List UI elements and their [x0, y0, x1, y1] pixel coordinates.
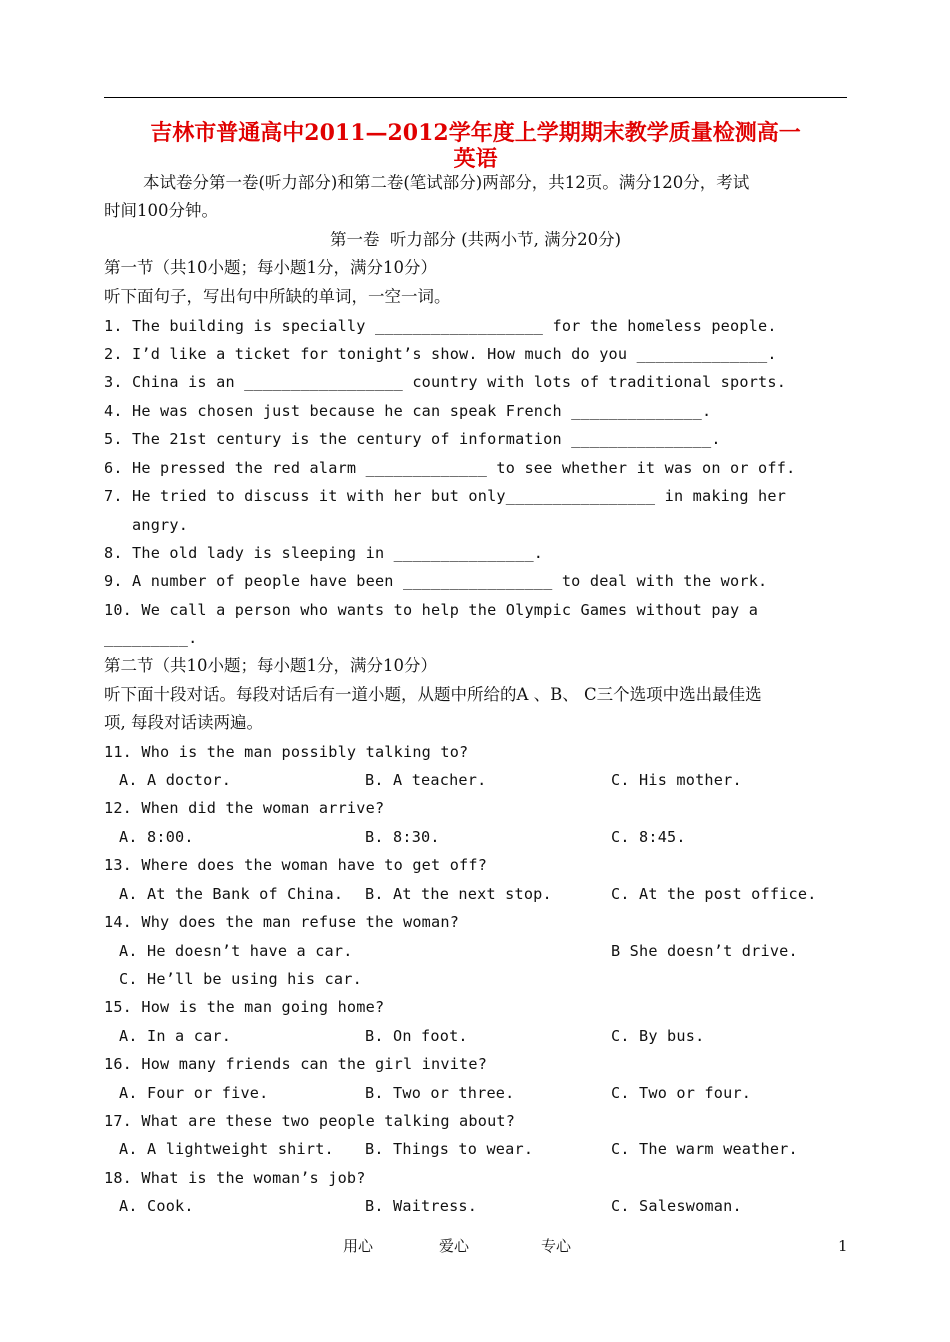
- fill-question: 4. He was chosen just because he can speak French ______________.: [104, 402, 712, 420]
- section1-heading: 第一节（共10小题；每小题1分，满分10分）: [104, 258, 437, 277]
- intro-line-1: 本试卷分第一卷(听力部分)和第二卷(笔试部分)两部分，共12页。满分120分，考试: [143, 173, 750, 192]
- fill-question: 8. The old lady is sleeping in _______________.: [104, 544, 544, 562]
- footer-word: 爱心: [439, 1237, 470, 1255]
- fill-question-continued: angry.: [104, 516, 189, 534]
- fill-question: 5. The 21st century is the century of information _______________.: [104, 430, 721, 448]
- section2-instruction-2: 项, 每段对话读两遍。: [104, 713, 263, 732]
- mc-question: 11. Who is the man possibly talking to?: [104, 743, 469, 761]
- option-a: A. A lightweight shirt.: [119, 1140, 334, 1158]
- option-a: A. Cook.: [119, 1197, 194, 1215]
- option-b: B. 8:30.: [365, 828, 440, 846]
- mc-question: 15. How is the man going home?: [104, 998, 385, 1016]
- exam-subject: 英语: [453, 146, 498, 172]
- section2-instruction-1: 听下面十段对话。每段对话后有一道小题，从题中所给的A 、B、 C三个选项中选出最佳选: [104, 685, 762, 704]
- header-rule: [104, 97, 847, 98]
- page-number: 1: [838, 1237, 848, 1255]
- mc-question: 17. What are these two people talking about?: [104, 1112, 516, 1130]
- option-b: B. At the next stop.: [365, 885, 552, 903]
- option-b: B. Waitress.: [365, 1197, 478, 1215]
- option-b: B She doesn’t drive.: [611, 942, 798, 960]
- option-a: A. 8:00.: [119, 828, 194, 846]
- option-c: C. Two or four.: [611, 1084, 752, 1102]
- option-c: C. The warm weather.: [611, 1140, 798, 1158]
- option-a: A. In a car.: [119, 1027, 232, 1045]
- option-a: A. At the Bank of China.: [119, 885, 344, 903]
- part1-heading: 第一卷 听力部分 (共两小节, 满分20分): [329, 230, 622, 249]
- mc-question: 16. How many friends can the girl invite?: [104, 1055, 488, 1073]
- fill-question: 3. China is an _________________ country with lots of traditional sports.: [104, 373, 787, 391]
- option-c: C. By bus.: [611, 1027, 705, 1045]
- fill-question: 9. A number of people have been ________________ to deal with the work.: [104, 572, 768, 590]
- fill-question: 10. We call a person who wants to help the Olympic Games without pay a: [104, 601, 759, 619]
- option-b: B. On foot.: [365, 1027, 468, 1045]
- option-a: A. A doctor.: [119, 771, 232, 789]
- mc-question: 14. Why does the man refuse the woman?: [104, 913, 460, 931]
- footer-word: 专心: [541, 1237, 572, 1255]
- exam-title: 吉林市普通高中2011—2012学年度上学期期末教学质量检测高一: [150, 120, 801, 146]
- section1-instruction: 听下面句子，写出句中所缺的单词，一空一词。: [104, 287, 451, 306]
- fill-question: 2. I’d like a ticket for tonight’s show. How much do you ______________.: [104, 345, 777, 363]
- option-c: C. 8:45.: [611, 828, 686, 846]
- fill-question: 7. He tried to discuss it with her but only________________ in making her: [104, 487, 787, 505]
- fill-question: 6. He pressed the red alarm _____________ to see whether it was on or off.: [104, 459, 796, 477]
- option-b: B. Things to wear.: [365, 1140, 534, 1158]
- option-c: C. At the post office.: [611, 885, 817, 903]
- mc-question: 12. When did the woman arrive?: [104, 799, 385, 817]
- fill-question: 1. The building is specially __________________ for the homeless people.: [104, 317, 777, 335]
- option-c: C. Saleswoman.: [611, 1197, 742, 1215]
- fill-question-continued: _________.: [104, 629, 198, 647]
- option-b: B. Two or three.: [365, 1084, 515, 1102]
- mc-question: 18. What is the woman’s job?: [104, 1169, 366, 1187]
- footer-word: 用心: [343, 1237, 374, 1255]
- option-a: A. He doesn’t have a car.: [119, 942, 353, 960]
- mc-question: 13. Where does the woman have to get off?: [104, 856, 488, 874]
- option-a: A. Four or five.: [119, 1084, 269, 1102]
- option-c: C. His mother.: [611, 771, 742, 789]
- section2-heading: 第二节（共10小题；每小题1分，满分10分）: [104, 656, 437, 675]
- intro-line-2: 时间100分钟。: [104, 201, 218, 220]
- option-b: B. A teacher.: [365, 771, 487, 789]
- option-c: C. He’ll be using his car.: [119, 970, 362, 988]
